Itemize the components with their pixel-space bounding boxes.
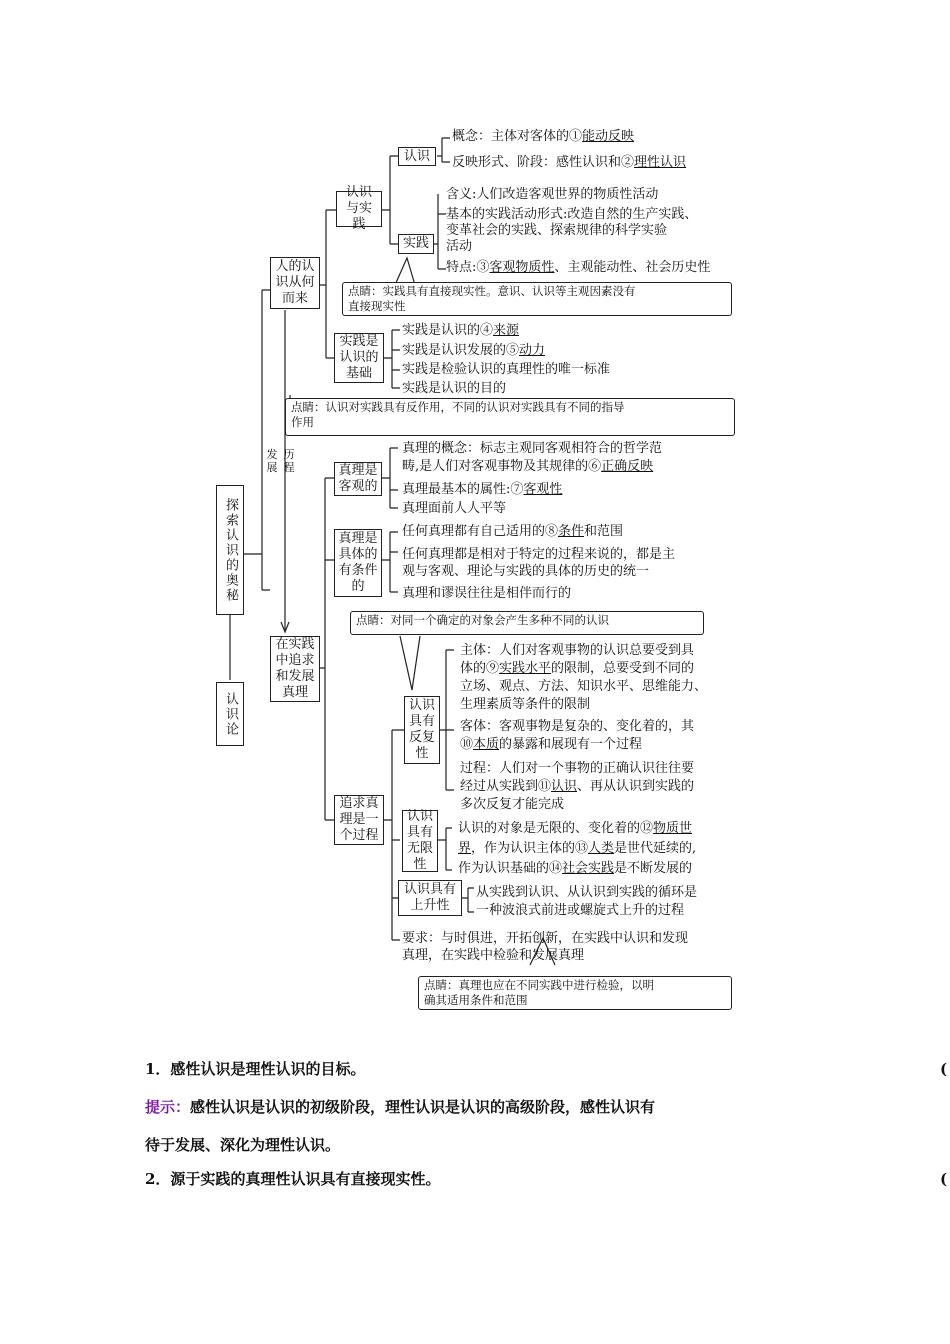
develop-label: 发展	[266, 448, 278, 474]
rise-2: 一种波浪式前进或螺旋式上升的过程	[476, 903, 685, 918]
inf-2: 界，作为认识主体的⑬人类是世代延续的,	[458, 841, 697, 856]
prac-meaning: 含义:人们改造客观世界的物质性活动	[446, 187, 659, 202]
note-direct-reality: 点睛：实践具有直接现实性。意识、认识等主观因素没有 直接现实性	[342, 282, 732, 316]
inf-1: 认识的对象是无限的、变化着的⑫物质世	[458, 821, 693, 836]
question-1: 1．感性认识是理性认识的目标。	[145, 1060, 366, 1078]
requirement-2: 真理，在实践中检验和发展真理	[402, 948, 585, 963]
hint-line-1: 提示：感性认识是认识的初级阶段，理性认识是认识的高级阶段，感性认识有	[145, 1098, 656, 1116]
node-concrete: 真理是具体的有条件的	[334, 529, 382, 597]
con-unity-1: 任何真理都是相对于特定的过程来说的，都是主	[402, 547, 676, 562]
basis-standard: 实践是检验认识的真理性的唯一标准	[402, 362, 611, 377]
node-origin: 人的认识从何而来	[270, 257, 320, 309]
root-node	[216, 485, 244, 615]
note-verify: 点睛：真理也应在不同实践中进行检验，以明 确其适用条件和范围	[418, 976, 732, 1010]
rep-subject-1: 主体：人们对客观事物的认识总要受到具	[460, 643, 695, 658]
rise-1: 从实践到认识、从认识到实践的循环是	[476, 885, 698, 900]
rep-process-1: 过程：人们对一个事物的正确认识往往要	[460, 761, 695, 776]
rep-subject-4: 生理素质等条件的限制	[460, 697, 591, 712]
question-2-paren: (	[940, 1170, 948, 1188]
history-label: 历程	[283, 448, 295, 474]
basis-source: 实践是认识的④来源	[402, 323, 520, 338]
rep-subject-3: 立场、观点、方法、知识水平、思维能力、	[460, 679, 708, 694]
requirement-1: 要求：与时俱进，开拓创新，在实践中认识和发现	[402, 931, 689, 946]
prac-form-1: 基本的实践活动形式:改造自然的生产实践、	[446, 207, 698, 222]
hint-line-2: 待于发展、深化为理性认识。	[145, 1136, 341, 1154]
rep-subject-2: 体的⑨实践水平的限制，总要受到不同的	[460, 661, 695, 676]
node-rising: 认识具有上升性	[398, 880, 462, 916]
cog-form: 反映形式、阶段：感性认识和②理性认识	[452, 155, 687, 170]
prac-form-2: 变革社会的实践、探索规律的科学实验	[446, 223, 668, 238]
note-multiple-cognition: 点睛：对同一个确定的对象会产生多种不同的认识	[350, 611, 704, 635]
con-error: 真理和谬误往往是相伴而行的	[402, 586, 572, 601]
basis-purpose: 实践是认识的目的	[402, 381, 507, 396]
node-basis: 实践是认识的基础	[334, 333, 384, 383]
node-infinite: 认识具有无限性	[402, 810, 438, 872]
rep-object-2: ⑩本质的暴露和展现有一个过程	[460, 737, 643, 752]
rep-process-2: 经过从实践到⑪认识、再从认识到实践的	[460, 779, 695, 794]
basis-driver: 实践是认识发展的⑤动力	[402, 343, 546, 358]
node-truth-pursuit: 在实践中追求和发展真理	[270, 636, 320, 702]
node-cognition: 认识	[398, 147, 436, 166]
obj-attribute: 真理最基本的属性:⑦客观性	[402, 482, 563, 497]
rep-object-1: 客体：客观事物是复杂的、变化着的，其	[460, 719, 695, 734]
prac-form-3: 活动	[446, 239, 473, 254]
node-objective: 真理是客观的	[334, 462, 382, 496]
node-cog-practice: 认识与实践	[336, 191, 382, 227]
con-conditions: 任何真理都有自己适用的⑧条件和范围	[402, 524, 624, 539]
con-unity-2: 观与客观、理论与实践的具体的历史的统一	[402, 564, 650, 579]
rep-process-3: 多次反复才能完成	[460, 797, 565, 812]
hint-label: 提示：	[145, 1098, 191, 1116]
question-2: 2．源于实践的真理性认识具有直接现实性。	[145, 1170, 441, 1188]
inf-3: 作为认识基础的⑭社会实践是不断发展的	[458, 861, 693, 876]
note-reaction: 点睛：认识对实践具有反作用，不同的认识对实践具有不同的指导 作用	[285, 398, 735, 436]
node-repeat: 认识具有反复性	[404, 696, 440, 764]
node-practice: 实践	[398, 234, 434, 254]
node-process: 追求真理是一个过程	[334, 795, 384, 845]
root-node-sub	[216, 682, 244, 746]
obj-concept-1: 真理的概念：标志主观同客观相符合的哲学范	[402, 441, 663, 456]
root-label: 探索认识的奥秘	[223, 497, 238, 603]
root-sub-label: 认识论	[223, 691, 238, 737]
cog-concept: 概念：主体对客体的①能动反映	[452, 129, 635, 144]
obj-concept-2: 畴,是人们对客观事物及其规律的⑥正确反映	[402, 459, 654, 474]
obj-equal: 真理面前人人平等	[402, 501, 507, 516]
question-1-paren: (	[940, 1060, 948, 1078]
prac-feature: 特点:③客观物质性、主观能动性、社会历史性	[446, 260, 711, 275]
